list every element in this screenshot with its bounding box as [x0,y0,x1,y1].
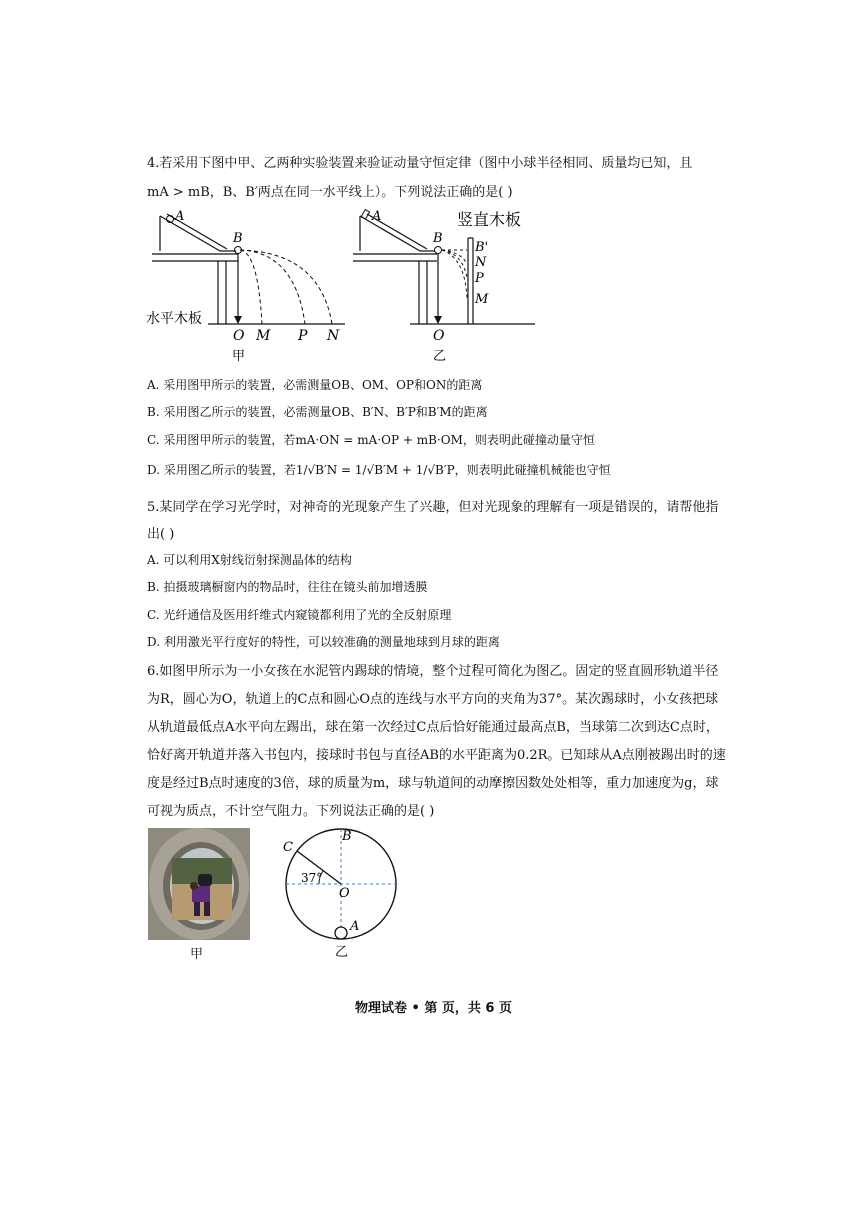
fig-jia-label-N: N [327,328,340,344]
fig-yi-label-B-prime: B' [475,240,489,255]
q6-stem-line4: 恰好离开轨道并落入书包内，接球时书包与直径AB的水平距离为0.2R。已知球从A点刚被踢出时的速 [147,748,726,763]
page-footer: 物理试卷 • 第 页，共 6 页 [355,1001,512,1016]
q5-option-d: D. 利用激光平行度好的特性，可以较准确的测量地球到月球的距离 [147,635,500,649]
fig-jia-label-M: M [256,328,271,344]
q5-stem-line1: 5.某同学在学习光学时，对神奇的光现象产生了兴趣，但对光现象的理解有一项是错误的，请帮他指 [147,500,719,515]
fig-yi-caption: 乙 [433,349,447,364]
fig-yi-label-M: M [475,292,489,307]
fig-jia-label-B: B [233,231,243,246]
circle-angle-label: 37° [301,871,323,885]
fig-jia-label-P: P [298,328,308,344]
q5-option-b: B. 拍摄玻璃橱窗内的物品时，往往在镜头前加增透膜 [147,580,428,594]
fig-jia-caption: 甲 [232,349,246,364]
circle-label-C: C [283,840,293,855]
photo-caption: 甲 [190,947,204,962]
q4-stem-line1: 4.若采用下图中甲、乙两种实验装置来验证动量守恒定律（图中小球半径相同、质量均已知，且 [147,156,693,171]
q4-figure-jia [140,206,355,366]
q6-stem-line6: 可视为质点，不计空气阻力。下列说法正确的是( ) [147,804,435,819]
fig-jia-board-label: 水平木板 [146,311,202,327]
q6-stem-line5: 度是经过B点时速度的3倍，球的质量为m，球与轨道间的动摩擦因数处处相等，重力加速度为g，球 [147,776,719,791]
q4-figure-yi [345,206,545,366]
fig-yi-label-P: P [475,271,484,286]
q4-stem-line2: mA > mB，B、B′两点在同一水平线上）。下列说法正确的是( ) [147,185,513,200]
q5-stem-line2: 出( ) [147,527,175,542]
fig-yi-label-B: B [433,231,443,246]
circle-caption: 乙 [335,945,349,960]
circle-label-O: O [339,886,350,901]
fig-yi-label-N: N [475,255,487,270]
q6-stem-line2: 为R，圆心为O，轨道上的C点和圆心O点的连线与水平方向的夹角为37°。某次踢球时，小女孩把球 [147,692,719,707]
pipe-photo [148,828,250,940]
circle-label-A: A [350,919,360,934]
fig-yi-board-label: 竖直木板 [457,210,522,229]
fig-yi-label-O: O [433,328,445,344]
fig-jia-label-A: A [175,209,185,224]
q5-option-a: A. 可以利用X射线衍射探测晶体的结构 [147,553,352,567]
q6-stem-line1: 6.如图甲所示为一小女孩在水泥管内踢球的情境，整个过程可简化为图乙。固定的竖直圆形轨道半径 [147,664,719,679]
q4-option-b: B. 采用图乙所示的装置，必需测量OB、B′N、B′P和B′M的距离 [147,405,488,419]
q4-option-d: D. 采用图乙所示的装置，若1/√B′N = 1/√B′M + 1/√B′P，则表明此碰撞机械能也守恒 [147,463,611,477]
fig-jia-label-O: O [233,328,245,344]
q4-option-a: A. 采用图甲所示的装置，必需测量OB、OM、OP和ON的距离 [147,378,483,392]
q4-option-c: C. 采用图甲所示的装置，若mA·ON = mA·OP + mB·OM，则表明此碰撞动量守恒 [147,433,595,447]
circle-label-B: B [342,829,352,844]
q5-option-c: C. 光纤通信及医用纤维式内窥镜都利用了光的全反射原理 [147,608,452,622]
q6-circle-diagram [275,822,405,962]
fig-yi-label-A: A [372,209,382,224]
q6-stem-line3: 从轨道最低点A水平向左踢出，球在第一次经过C点后恰好能通过最高点B，当球第二次到达C点时， [147,720,719,735]
